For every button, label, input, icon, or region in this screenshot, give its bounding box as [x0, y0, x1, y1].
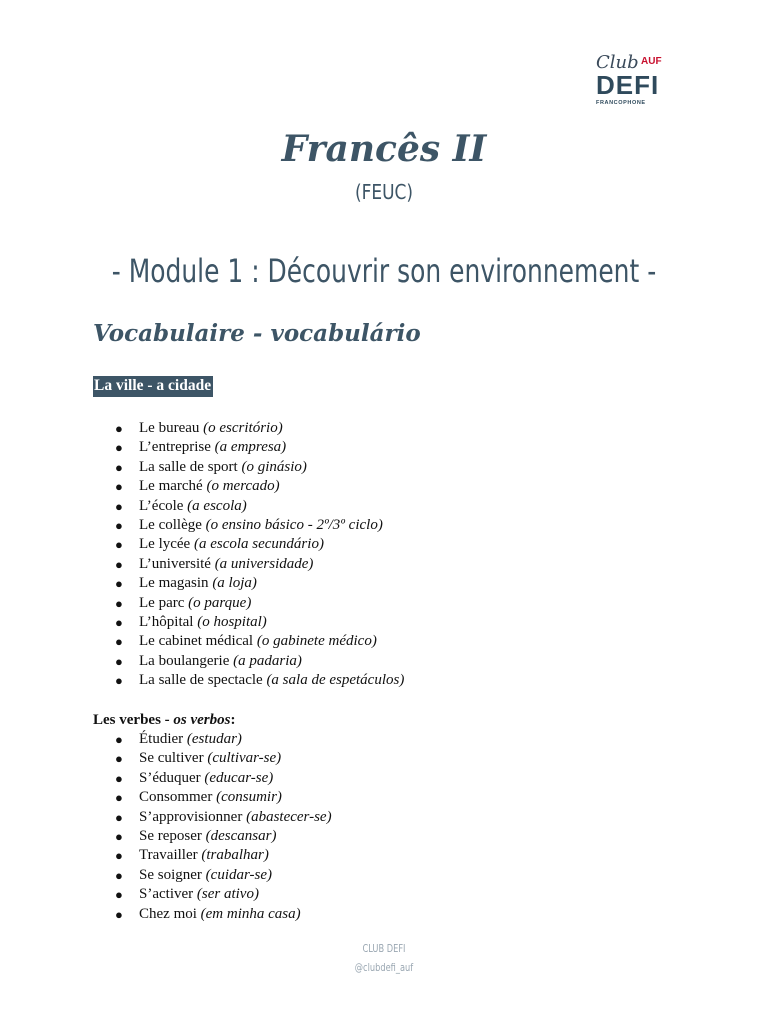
term-fr: Travailler	[139, 847, 202, 864]
term-fr: L’école	[139, 497, 188, 514]
term-pt: (cuidar-se)	[205, 866, 273, 883]
list-item	[93, 730, 332, 749]
term-pt: (o parque)	[188, 594, 252, 611]
list-item	[93, 594, 404, 613]
bullet-icon: ●	[115, 906, 123, 922]
bullet-icon: ●	[115, 887, 123, 903]
term-pt: (a padaria)	[233, 652, 302, 669]
list-item	[93, 808, 332, 827]
term-fr: Le bureau	[139, 420, 204, 436]
list-item	[93, 613, 404, 632]
city-vocabulary-list	[93, 419, 404, 690]
term-pt: (a escola)	[187, 497, 247, 514]
term-pt: (trabalhar)	[201, 847, 269, 864]
verbs-heading-pt: os verbos	[173, 712, 231, 728]
term-pt: (o ensino básico - 2º/3º ciclo)	[205, 516, 383, 533]
term-pt: (a escola secundário)	[193, 536, 324, 553]
bullet-icon: ●	[115, 634, 123, 650]
list-item	[93, 866, 332, 885]
list-item	[93, 652, 404, 671]
term-pt: (a loja)	[212, 575, 257, 592]
term-pt: (cultivar-se)	[207, 750, 282, 767]
term-pt: (em minha casa)	[200, 905, 301, 922]
vocabulary-heading: Vocabulaire - vocabulário	[93, 320, 421, 347]
bullet-icon: ●	[115, 498, 123, 514]
bullet-icon: ●	[115, 770, 123, 786]
bullet-icon: ●	[115, 653, 123, 669]
term-pt: (educar-se)	[204, 769, 274, 786]
list-item	[93, 788, 332, 807]
bullet-icon: ●	[115, 732, 123, 747]
term-fr: Le cabinet médical	[139, 633, 257, 650]
verbs-heading-colon: :	[230, 712, 236, 728]
term-fr: Se reposer	[139, 827, 206, 844]
bullet-icon: ●	[115, 440, 123, 456]
term-fr: Le lycée	[139, 536, 194, 553]
list-item	[93, 827, 332, 846]
verbs-heading	[93, 711, 235, 730]
club-defi-logo	[596, 52, 666, 112]
term-pt: (o hospital)	[197, 613, 267, 630]
list-item	[93, 632, 404, 651]
term-fr: L’entreprise	[139, 439, 215, 456]
logo-defi-text: DEFI	[596, 70, 660, 100]
list-item	[93, 671, 404, 690]
document-subtitle: (FEUC)	[354, 180, 414, 204]
list-item	[93, 885, 332, 904]
list-item	[93, 749, 332, 768]
term-fr: Le collège	[139, 516, 206, 533]
term-pt: (o mercado)	[206, 478, 280, 495]
verbs-heading-fr: Les verbes -	[93, 712, 174, 728]
bullet-icon: ●	[115, 595, 123, 611]
term-fr: S’éduquer	[139, 769, 205, 786]
city-section-label: La ville - a cidade	[93, 376, 213, 397]
logo-auf-text: AUF	[641, 56, 662, 67]
bullet-icon: ●	[115, 848, 123, 864]
list-item	[93, 905, 332, 924]
document-title: Francês II	[281, 128, 487, 170]
term-fr: Se cultiver	[139, 750, 208, 767]
list-item	[93, 535, 404, 554]
bullet-icon: ●	[115, 751, 123, 767]
bullet-icon: ●	[115, 790, 123, 806]
term-fr: Étudier	[139, 731, 187, 747]
footer-club-name: CLUB DEFI	[362, 942, 406, 955]
term-fr: S’approvisionner	[139, 808, 247, 825]
bullet-icon: ●	[115, 459, 123, 475]
term-fr: La salle de spectacle	[139, 672, 267, 689]
term-pt: (estudar)	[186, 731, 242, 747]
list-item	[93, 846, 332, 865]
term-fr: Consommer	[139, 789, 217, 806]
list-item	[93, 497, 404, 516]
bullet-icon: ●	[115, 809, 123, 825]
term-fr: L’hôpital	[139, 613, 198, 630]
bullet-icon: ●	[115, 673, 123, 689]
logo-francophone-text: FRANCOPHONE	[596, 100, 646, 106]
term-pt: (a empresa)	[214, 439, 287, 456]
list-item	[93, 555, 404, 574]
list-item	[93, 477, 404, 496]
bullet-icon: ●	[115, 556, 123, 572]
term-fr: La boulangerie	[139, 652, 234, 669]
bullet-icon: ●	[115, 517, 123, 533]
term-pt: (abastecer-se)	[246, 808, 332, 825]
term-pt: (o gabinete médico)	[256, 633, 377, 650]
term-fr: S’activer	[139, 886, 197, 903]
list-item	[93, 769, 332, 788]
bullet-icon: ●	[115, 614, 123, 630]
list-item	[93, 438, 404, 457]
term-pt: (a universidade)	[214, 555, 314, 572]
verbs-list	[93, 730, 332, 924]
footer-handle: @clubdefi_auf	[354, 961, 414, 974]
term-fr: Le magasin	[139, 575, 213, 592]
term-fr: L’université	[139, 555, 215, 572]
bullet-icon: ●	[115, 479, 123, 495]
list-item	[93, 574, 404, 593]
term-fr: Chez moi	[139, 905, 201, 922]
term-fr: Se soigner	[139, 866, 206, 883]
term-pt: (a sala de espetáculos)	[266, 672, 405, 689]
list-item	[93, 458, 404, 477]
term-pt: (o escritório)	[203, 420, 283, 436]
term-fr: Le parc	[139, 594, 189, 611]
bullet-icon: ●	[115, 867, 123, 883]
term-pt: (o ginásio)	[241, 458, 307, 475]
term-fr: La salle de sport	[139, 458, 242, 475]
bullet-icon: ●	[115, 421, 123, 436]
term-pt: (descansar)	[205, 827, 277, 844]
term-pt: (consumir)	[216, 789, 282, 806]
bullet-icon: ●	[115, 828, 123, 844]
term-pt: (ser ativo)	[196, 886, 259, 903]
bullet-icon: ●	[115, 576, 123, 592]
module-heading: - Module 1 : Découvrir son environnement -	[111, 252, 657, 290]
list-item	[93, 419, 404, 438]
logo-club-text: Club	[596, 52, 639, 73]
term-fr: Le marché	[139, 478, 207, 495]
list-item	[93, 516, 404, 535]
bullet-icon: ●	[115, 537, 123, 553]
